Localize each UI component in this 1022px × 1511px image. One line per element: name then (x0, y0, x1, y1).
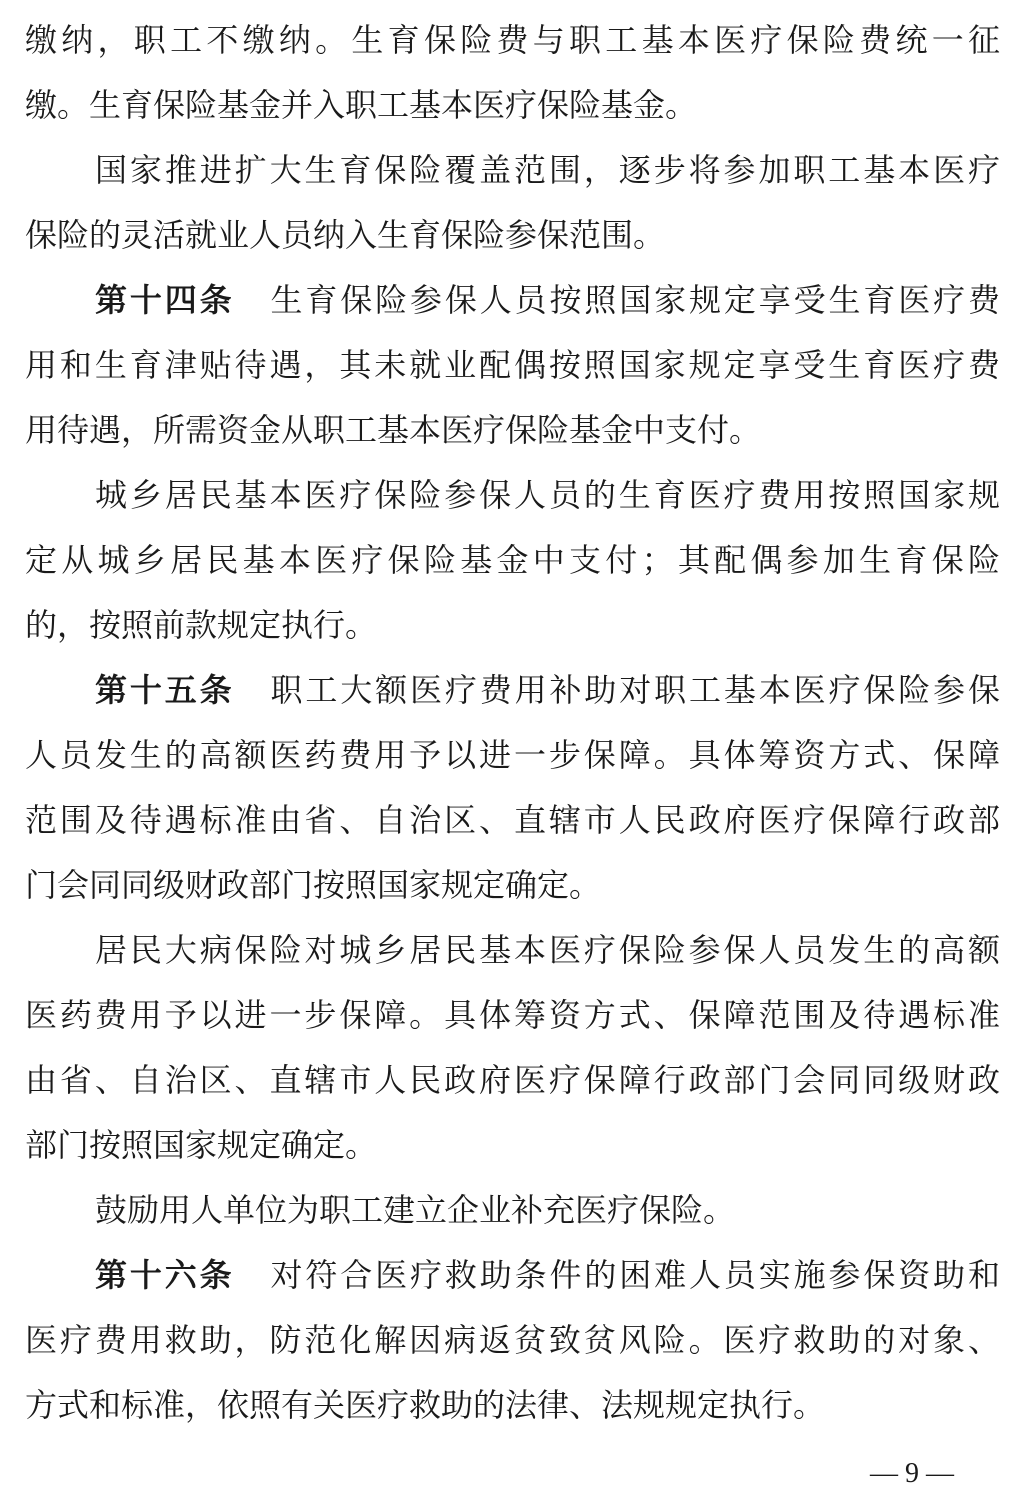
text-line: 人员发生的高额医药费用予以进一步保障。具体筹资方式、保障 (25, 736, 1000, 774)
text-line: 医药费用予以进一步保障。具体筹资方式、保障范围及待遇标准 (25, 996, 1000, 1034)
page-number: — 9 — (870, 1458, 954, 1489)
article-number: 第十六条 (95, 1256, 235, 1294)
text-segment: 职工大额医疗费用补助对职工基本医疗保险参保 (270, 671, 1000, 709)
article-number: 第十五条 (95, 671, 235, 709)
text-line: 由省、自治区、直辖市人民政府医疗保障行政部门会同同级财政 (25, 1061, 1000, 1099)
text-line: 居民大病保险对城乡居民基本医疗保险参保人员发生的高额 (95, 931, 1000, 969)
article-14-line (25, 268, 1000, 333)
text-line: 医疗费用救助，防范化解因病返贫致贫风险。医疗救助的对象、 (25, 1321, 1000, 1359)
text-line: 保险的灵活就业人员纳入生育保险参保范围。 (25, 216, 666, 254)
text-line: 的，按照前款规定执行。 (25, 606, 378, 644)
text-line: 部门按照国家规定确定。 (25, 1126, 378, 1164)
text-line: 鼓励用人单位为职工建立企业补充医疗保险。 (95, 1191, 736, 1229)
text-segment: 生育保险参保人员按照国家规定享受生育医疗费 (270, 281, 1000, 319)
text-line: 缴纳，职工不缴纳。生育保险费与职工基本医疗保险费统一征 (25, 21, 1000, 59)
text-line: 城乡居民基本医疗保险参保人员的生育医疗费用按照国家规 (95, 476, 1000, 514)
article-number: 第十四条 (95, 281, 235, 319)
text-line: 范围及待遇标准由省、自治区、直辖市人民政府医疗保障行政部 (25, 801, 1000, 839)
article-16-line (25, 1243, 1000, 1308)
text-segment: 对符合医疗救助条件的困难人员实施参保资助和 (270, 1256, 1000, 1294)
text-line: 定从城乡居民基本医疗保险基金中支付；其配偶参加生育保险 (25, 541, 1000, 579)
text-line: 方式和标准，依照有关医疗救助的法律、法规规定执行。 (25, 1386, 826, 1424)
text-line: 国家推进扩大生育保险覆盖范围，逐步将参加职工基本医疗 (95, 151, 1000, 189)
text-line: 用待遇，所需资金从职工基本医疗保险基金中支付。 (25, 411, 762, 449)
text-line: 缴。生育保险基金并入职工基本医疗保险基金。 (25, 86, 698, 124)
text-line: 用和生育津贴待遇，其未就业配偶按照国家规定享受生育医疗费 (25, 346, 1000, 384)
article-15-line (25, 658, 1000, 723)
text-line: 门会同同级财政部门按照国家规定确定。 (25, 866, 602, 904)
